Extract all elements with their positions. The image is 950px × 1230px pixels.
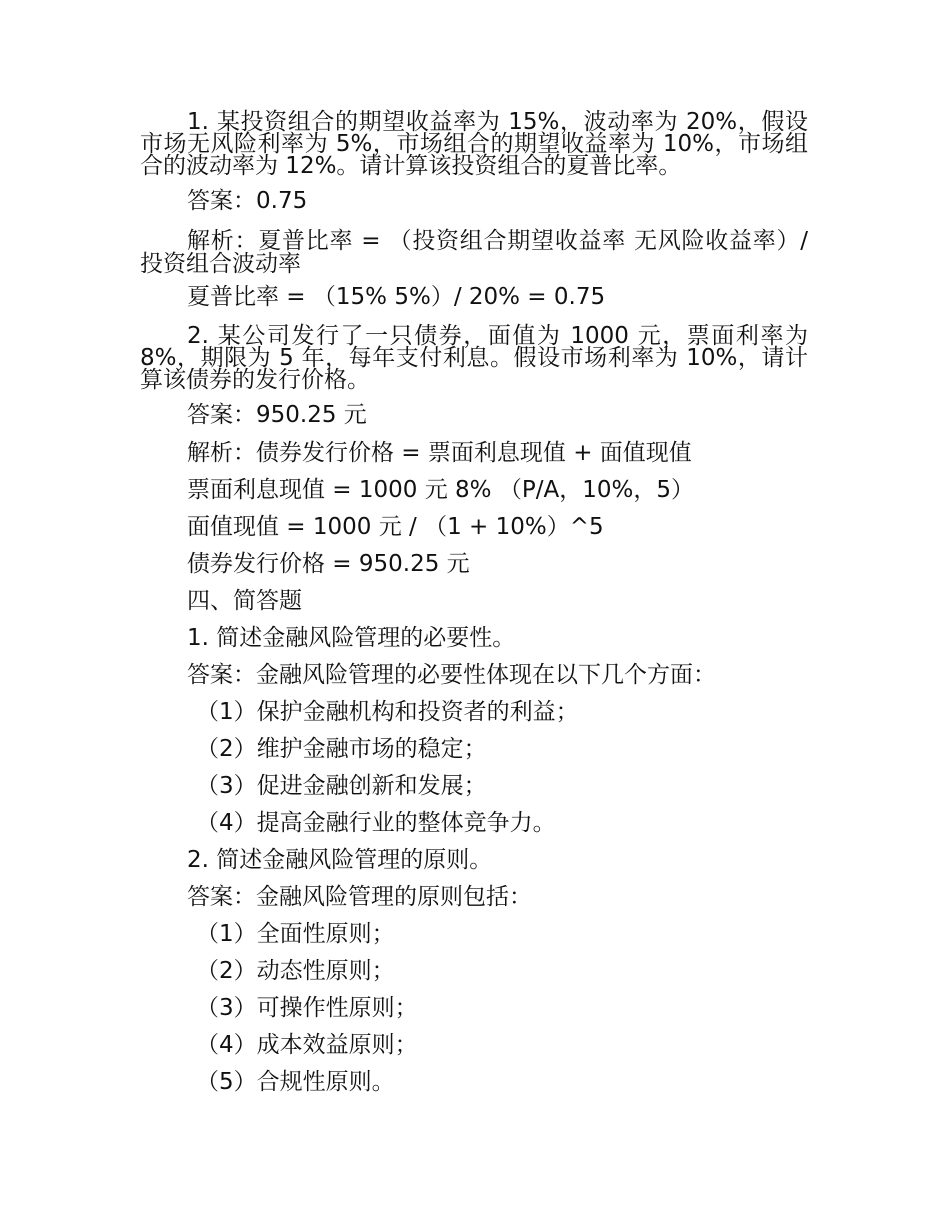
- list-item: （3）可操作性原则；: [196, 995, 418, 1021]
- q1-question: 1. 某投资组合的期望收益率为 15%，波动率为 20%，假设市场无风险利率为 5%，市场组合的期望收益率为 10%，市场组合的波动率为 12%。请计算该投资组合的夏普比率。: [140, 109, 808, 179]
- s4-q2-question: 2. 简述金融风险管理的原则。: [187, 847, 493, 873]
- q2-calc-face-pv: 面值现值 = 1000 元 / （1 + 10%）^5: [187, 514, 604, 540]
- list-item: （1）全面性原则；: [196, 921, 395, 947]
- q2-analysis: 解析：债券发行价格 = 票面利息现值 + 面值现值: [187, 440, 692, 466]
- list-item: （1）保护金融机构和投资者的利益；: [196, 699, 579, 725]
- q1-answer: 答案：0.75: [187, 188, 308, 214]
- q1-calculation: 夏普比率 = （15% 5%）/ 20% = 0.75: [187, 284, 606, 310]
- list-item: （2）动态性原则；: [196, 958, 395, 984]
- q2-question: 2. 某公司发行了一只债券，面值为 1000 元，票面利率为 8%，期限为 5 年，每年支付利息。假设市场利率为 10%，请计算该债券的发行价格。: [140, 323, 808, 393]
- s4-q1-answer: 答案：金融风险管理的必要性体现在以下几个方面：: [187, 662, 716, 688]
- s4-q2-answer: 答案：金融风险管理的原则包括：: [187, 884, 532, 910]
- list-item: （4）成本效益原则；: [196, 1032, 418, 1058]
- section-heading: 四、简答题: [187, 588, 302, 614]
- q2-answer: 答案：950.25 元: [187, 402, 367, 428]
- q1-analysis: 解析：夏普比率 = （投资组合期望收益率 无风险收益率）/ 投资组合波动率: [140, 228, 808, 277]
- list-item: （4）提高金融行业的整体竞争力。: [196, 810, 556, 836]
- s4-q1-question: 1. 简述金融风险管理的必要性。: [187, 625, 516, 651]
- q2-calc-price: 债券发行价格 = 950.25 元: [187, 551, 470, 577]
- list-item: （5）合规性原则。: [196, 1069, 395, 1095]
- list-item: （3）促进金融创新和发展；: [196, 773, 487, 799]
- list-item: （2）维护金融市场的稳定；: [196, 736, 487, 762]
- q2-calc-coupon-pv: 票面利息现值 = 1000 元 8% （P/A，10%，5）: [187, 477, 694, 503]
